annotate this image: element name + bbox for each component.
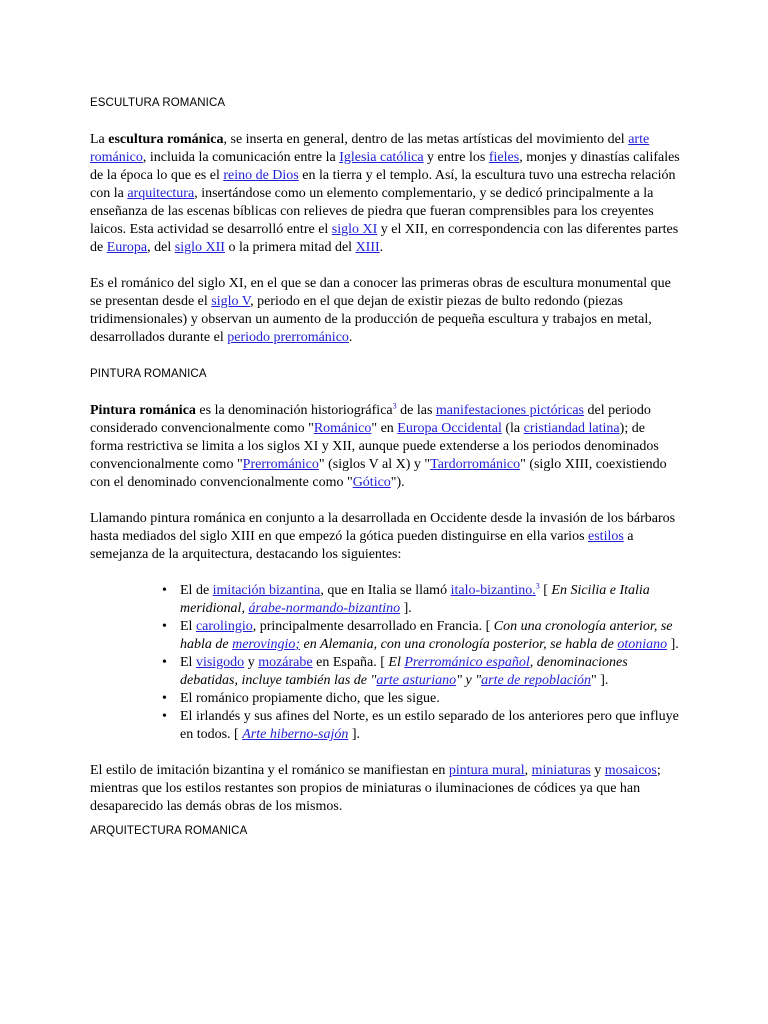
footnote-ref[interactable]: 3	[392, 401, 397, 411]
inline-link[interactable]: árabe-normando-bizantino	[248, 601, 401, 616]
bold-text: escultura románica	[108, 132, 224, 147]
inline-link[interactable]: cristiandad latina	[523, 421, 620, 436]
inline-link[interactable]: Gótico	[352, 475, 391, 490]
text-run: y el XII, en correspondencia con las diferentes partes de	[90, 222, 679, 255]
text-run: " (siglos V al X) y "	[318, 457, 431, 472]
text-run: , insertándose como un elemento complementario, y se dedicó principalmente a la enseñanza de las escenas bíblicas con relieves de piedra que fueran comprensibles para los creyentes laicos. Esta actividad se desarrolló entre el	[90, 186, 654, 237]
text-run: de las	[396, 403, 436, 418]
inline-link[interactable]: arte asturiano	[376, 673, 457, 688]
text-run: en la tierra y el templo. Así, la escultura tuvo una estrecha relación con la	[90, 168, 676, 201]
inline-link[interactable]: ;	[295, 637, 301, 652]
text-run: El	[180, 619, 196, 634]
paragraph-escultura-1	[90, 131, 680, 257]
inline-link[interactable]: arte de repoblación	[481, 673, 592, 688]
inline-link[interactable]: estilos	[588, 529, 624, 544]
inline-link[interactable]: Prerrománico	[242, 457, 319, 472]
inline-link[interactable]: Prerrománico español	[404, 655, 530, 670]
text-run: ].	[348, 727, 361, 742]
heading-pintura: PINTURA ROMANICA	[90, 368, 207, 380]
text-run: , monjes y dinastías califales de la época lo que es el	[90, 150, 680, 183]
inline-link[interactable]: Iglesia católica	[339, 150, 424, 165]
list-item	[162, 618, 680, 654]
inline-link[interactable]: Europa	[106, 240, 148, 255]
bullet-icon: •	[162, 583, 167, 598]
inline-link[interactable]: siglo V	[211, 294, 251, 309]
inline-link[interactable]: periodo prerrománico	[227, 330, 349, 345]
text-run: ].	[667, 637, 679, 652]
text-run: El románico propiamente dicho, que les sigue.	[180, 691, 440, 706]
text-run: en España. [	[312, 655, 389, 670]
inline-link[interactable]: Arte hiberno-sajón	[242, 727, 349, 742]
inline-link[interactable]: visigodo	[195, 655, 245, 670]
inline-link[interactable]: italo-bizantino	[450, 583, 533, 598]
text-run: Es el románico del siglo XI, en el que se dan a conocer las primeras obras de escultura monumental que se presentan desde el	[90, 276, 671, 309]
inline-link[interactable]: siglo XII	[174, 240, 225, 255]
text-run: La	[90, 132, 109, 147]
text-run: [	[539, 583, 552, 598]
text-run: o la primera mitad del	[224, 240, 356, 255]
inline-link[interactable]: otoniano	[617, 637, 668, 652]
list-item	[162, 581, 680, 618]
text-run: .	[348, 330, 353, 345]
text-run: ].	[400, 601, 412, 616]
text-run: ").	[390, 475, 405, 490]
text-run: En Sicilia e Italia meridional,	[180, 583, 650, 616]
inline-link[interactable]: fieles	[488, 150, 520, 165]
text-run: y	[244, 655, 259, 670]
text-run: El de	[180, 583, 213, 598]
inline-link[interactable]: arquitectura	[127, 186, 195, 201]
text-run: del periodo considerado convencionalmente como "	[90, 403, 651, 436]
bullet-icon: •	[162, 655, 167, 670]
inline-link[interactable]: manifestaciones pictóricas	[435, 403, 584, 418]
text-run: Con una cronología anterior, se habla de	[180, 619, 673, 652]
text-run: " (siglo XIII, coexistiendo con el denominado convencionalmente como "	[90, 457, 667, 490]
text-run: " en	[371, 421, 398, 436]
text-run: , incluida la comunicación entre la	[142, 150, 340, 165]
text-run: a semejanza de la arquitectura, destacando los siguientes:	[90, 529, 634, 562]
bullet-icon: •	[162, 691, 167, 706]
inline-link[interactable]: carolingio	[195, 619, 253, 634]
text-run: , se inserta en general, dentro de las metas artísticas del movimiento del	[223, 132, 629, 147]
footnote-ref[interactable]: 3	[535, 581, 540, 591]
inline-link[interactable]: Románico	[313, 421, 372, 436]
inline-link[interactable]: Tardorrománico	[430, 457, 521, 472]
inline-link[interactable]: merovingio	[232, 637, 296, 652]
bullet-icon: •	[162, 619, 167, 634]
list-item	[162, 690, 680, 708]
list-item	[162, 654, 680, 690]
inline-link[interactable]: XIII	[355, 240, 380, 255]
text-run: , que en Italia se llamó	[320, 583, 451, 598]
text-run: (la	[501, 421, 524, 436]
text-run: ); de forma restrictiva se limita a los siglos XI y XII, aunque puede extenderse a los periodos denominados convencionalmente como "	[90, 421, 659, 472]
text-run: en Alemania, con una cronología posterior, se habla de	[300, 637, 618, 652]
text-run: El irlandés y sus afines del Norte, es un estilo separado de los anteriores pero que influye en todos. [	[180, 709, 679, 742]
text-run: , periodo en el que dejan de existir piezas de bulto redondo (piezas tridimensionales) y observan un aumento de la producción de pequeña escultura y trabajos en metal, desarrollados durante el	[90, 294, 652, 345]
inline-link[interactable]: .	[532, 583, 536, 598]
inline-link[interactable]: mosaicos	[604, 763, 657, 778]
heading-arquitectura: ARQUITECTURA ROMANICA	[90, 825, 248, 837]
text-run: , denominaciones debatidas, incluye también las de "	[180, 655, 628, 688]
inline-link[interactable]: miniaturas	[531, 763, 591, 778]
text-run: " y "	[456, 673, 482, 688]
text-run: Llamando pintura románica en conjunto a la desarrollada en Occidente desde la invasión de los bárbaros hasta mediados del siglo XIII en que empezó la gótica pueden distinguirse en ella varios	[90, 511, 676, 544]
text-run: , principalmente desarrollado en Francia. [	[252, 619, 494, 634]
list-item	[162, 708, 680, 744]
bold-text: Pintura románica	[90, 403, 196, 418]
paragraph-pintura-3	[90, 762, 680, 816]
text-run: , del	[147, 240, 175, 255]
text-run: y	[590, 763, 605, 778]
inline-link[interactable]: Europa Occidental	[397, 421, 502, 436]
text-run: El	[180, 655, 196, 670]
text-run: ; mientras que los estilos restantes son propios de miniaturas o iluminaciones de códices ya que han desaparecido las demás obras de los mismos.	[90, 763, 661, 814]
text-run: es la denominación historiográfica	[195, 403, 393, 418]
bullet-icon: •	[162, 709, 167, 724]
styles-list	[90, 582, 680, 744]
inline-link[interactable]: reino de Dios	[223, 168, 299, 183]
inline-link[interactable]: mozárabe	[258, 655, 313, 670]
paragraph-pintura-1	[90, 402, 680, 492]
inline-link[interactable]: pintura mural	[448, 763, 525, 778]
document-content	[90, 94, 680, 840]
text-run: y entre los	[423, 150, 489, 165]
inline-link[interactable]: arte románico	[90, 132, 650, 165]
text-run: ,	[524, 763, 532, 778]
inline-link[interactable]: imitación bizantina	[212, 583, 321, 598]
heading-escultura: ESCULTURA ROMANICA	[90, 97, 226, 109]
text-run: " ].	[591, 673, 609, 688]
text-run: El estilo de imitación bizantina y el románico se manifiestan en	[90, 763, 449, 778]
inline-link[interactable]: siglo XI	[331, 222, 378, 237]
text-run: .	[379, 240, 384, 255]
paragraph-escultura-2	[90, 275, 680, 347]
paragraph-pintura-2	[90, 510, 680, 564]
text-run: El	[388, 655, 405, 670]
